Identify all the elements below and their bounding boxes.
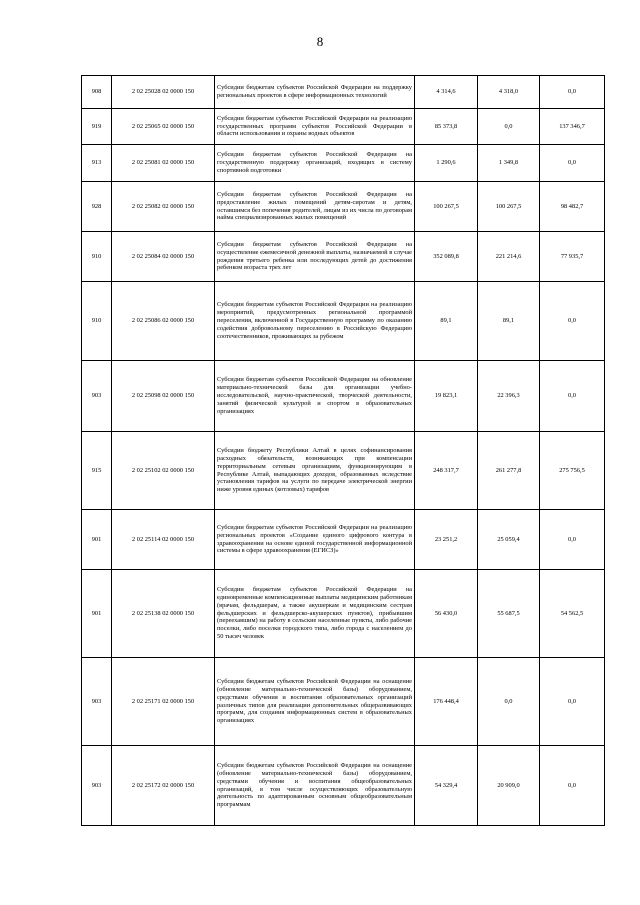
revenue-name-cell: Субсидии бюджетам субъектов Российской Федерации на предоставление жилых помещений детям-сиротам и детям, оставшимся без попечения родителей, лицам из их числа по договорам найма специализированных жилых помещений — [215, 182, 415, 232]
revenue-name-cell: Субсидии бюджетам субъектов Российской Федерации на обновление материально-технической базы для организации учебно-исследовательской, научно-практической, творческой деятельности, занятий физической культурой и спортом в образовательных организациях — [215, 361, 415, 432]
amount-year-1-cell: 100 267,5 — [415, 182, 478, 232]
table-row — [82, 109, 605, 145]
budget-code-cell: 2 02 25098 02 0000 150 — [112, 361, 215, 432]
budget-code-cell: 2 02 25065 02 0000 150 — [112, 109, 215, 145]
amount-year-1-cell: 89,1 — [415, 282, 478, 361]
budget-code-cell: 2 02 25172 02 0000 150 — [112, 746, 215, 826]
admin-code-cell: 903 — [82, 658, 112, 746]
table-row — [82, 570, 605, 658]
revenue-name-cell: Субсидии бюджетам субъектов Российской Федерации на реализацию мероприятий, предусмотренных региональной программой переселения, включенной в Государственную программу по оказанию содействия добровольному переселению в Российскую Федерацию соотечественников, проживающих за рубежом — [215, 282, 415, 361]
amount-year-2-cell: 0,0 — [478, 109, 540, 145]
revenue-name-cell: Субсидии бюджетам субъектов Российской Федерации на оснащение (обновление материально-технической базы) оборудованием, средствами обучения и воспитания общеобразовательных организаций, в том числе осуществляющих образовательную деятельность по адаптированным основным общеобразовательным программам — [215, 746, 415, 826]
budget-code-cell: 2 02 25084 02 0000 150 — [112, 232, 215, 282]
admin-code-cell: 908 — [82, 76, 112, 109]
table-row — [82, 76, 605, 109]
amount-year-3-cell: 0,0 — [540, 361, 605, 432]
amount-year-3-cell: 275 756,5 — [540, 432, 605, 510]
admin-code-cell: 910 — [82, 232, 112, 282]
table-row — [82, 746, 605, 826]
table-row — [82, 361, 605, 432]
amount-year-3-cell: 98 482,7 — [540, 182, 605, 232]
page-number: 8 — [316, 34, 324, 49]
budget-code-cell: 2 02 25114 02 0000 150 — [112, 510, 215, 570]
amount-year-2-cell: 1 349,8 — [478, 145, 540, 182]
revenue-name-cell: Субсидии бюджетам субъектов Российской Федерации на реализацию государственных программ субъектов Российской Федерации в области использования и охраны водных объектов — [215, 109, 415, 145]
table-row — [82, 232, 605, 282]
amount-year-2-cell: 89,1 — [478, 282, 540, 361]
admin-code-cell: 901 — [82, 510, 112, 570]
amount-year-2-cell: 25 059,4 — [478, 510, 540, 570]
revenue-name-cell: Субсидии бюджетам субъектов Российской Федерации на реализацию региональных проектов «Создание единого цифрового контура в здравоохранении на основе единой государственной информационной системы в сфере здравоохранения (ЕГИСЗ)» — [215, 510, 415, 570]
amount-year-1-cell: 85 373,8 — [415, 109, 478, 145]
amount-year-1-cell: 248 317,7 — [415, 432, 478, 510]
budget-code-cell: 2 02 25082 02 0000 150 — [112, 182, 215, 232]
amount-year-1-cell: 54 329,4 — [415, 746, 478, 826]
amount-year-3-cell: 137 346,7 — [540, 109, 605, 145]
budget-code-cell: 2 02 25086 02 0000 150 — [112, 282, 215, 361]
table-row — [82, 182, 605, 232]
amount-year-1-cell: 176 448,4 — [415, 658, 478, 746]
amount-year-3-cell: 54 562,5 — [540, 570, 605, 658]
amount-year-2-cell: 4 318,0 — [478, 76, 540, 109]
admin-code-cell: 919 — [82, 109, 112, 145]
amount-year-2-cell: 221 214,6 — [478, 232, 540, 282]
budget-code-cell: 2 02 25081 02 0000 150 — [112, 145, 215, 182]
amount-year-3-cell: 77 935,7 — [540, 232, 605, 282]
amount-year-1-cell: 23 251,2 — [415, 510, 478, 570]
admin-code-cell: 903 — [82, 361, 112, 432]
amount-year-2-cell: 0,0 — [478, 658, 540, 746]
revenue-name-cell: Субсидии бюджетам субъектов Российской Федерации на осуществление ежемесячной денежной выплаты, назначаемой в случае рождения третьего ребенка или последующих детей до достижения ребенком возраста трех лет — [215, 232, 415, 282]
budget-code-cell: 2 02 25171 02 0000 150 — [112, 658, 215, 746]
admin-code-cell: 915 — [82, 432, 112, 510]
table-row — [82, 432, 605, 510]
table-row — [82, 145, 605, 182]
revenue-name-cell: Субсидии бюджетам субъектов Российской Федерации на единовременные компенсационные выплаты медицинским работникам (врачам, фельдшерам, а также акушеркам и медицинским сестрам фельдшерских и фельдшерско-акушерских пунктов), прибывшим (переехавшим) на работу в сельские населенные пункты, либо рабочие поселки, либо поселки городского типа, либо города с населением до 50 тысяч человек — [215, 570, 415, 658]
amount-year-1-cell: 1 290,6 — [415, 145, 478, 182]
revenue-name-cell: Субсидии бюджетам субъектов Российской Федерации на оснащение (обновление материально-технической базы) оборудованием, средствами обучения и воспитания образовательных организаций различных типов для реализации дополнительных общеразвивающих программ, для создания информационных систем в образовательных организациях — [215, 658, 415, 746]
table-row — [82, 658, 605, 746]
amount-year-1-cell: 352 089,8 — [415, 232, 478, 282]
amount-year-2-cell: 55 687,5 — [478, 570, 540, 658]
admin-code-cell: 910 — [82, 282, 112, 361]
amount-year-2-cell: 22 396,3 — [478, 361, 540, 432]
amount-year-2-cell: 100 267,5 — [478, 182, 540, 232]
amount-year-3-cell: 0,0 — [540, 145, 605, 182]
table-body — [82, 76, 605, 826]
table-row — [82, 510, 605, 570]
amount-year-1-cell: 19 823,1 — [415, 361, 478, 432]
amount-year-2-cell: 261 277,8 — [478, 432, 540, 510]
amount-year-2-cell: 20 909,0 — [478, 746, 540, 826]
budget-code-cell: 2 02 25138 02 0000 150 — [112, 570, 215, 658]
budget-revenue-table — [81, 75, 605, 826]
amount-year-3-cell: 0,0 — [540, 746, 605, 826]
amount-year-3-cell: 0,0 — [540, 76, 605, 109]
admin-code-cell: 901 — [82, 570, 112, 658]
revenue-name-cell: Субсидии бюджету Республики Алтай в целях софинансирования расходных обязательств, возникающих при компенсации территориальным сетевым организациям, функционирующим в Республике Алтай, выпадающих доходов, образованных вследствие установления тарифов на услуги по передаче электрической энергии ниже уровня единых (котловых) тарифов — [215, 432, 415, 510]
budget-code-cell: 2 02 25102 02 0000 150 — [112, 432, 215, 510]
table-row — [82, 282, 605, 361]
revenue-name-cell: Субсидии бюджетам субъектов Российской Федерации на поддержку региональных проектов в сфере информационных технологий — [215, 76, 415, 109]
amount-year-3-cell: 0,0 — [540, 282, 605, 361]
revenue-name-cell: Субсидии бюджетам субъектов Российской Федерации на государственную поддержку организаций, входящих в систему спортивной подготовки — [215, 145, 415, 182]
admin-code-cell: 903 — [82, 746, 112, 826]
amount-year-1-cell: 4 314,6 — [415, 76, 478, 109]
admin-code-cell: 913 — [82, 145, 112, 182]
budget-code-cell: 2 02 25028 02 0000 150 — [112, 76, 215, 109]
admin-code-cell: 928 — [82, 182, 112, 232]
amount-year-1-cell: 56 430,0 — [415, 570, 478, 658]
amount-year-3-cell: 0,0 — [540, 510, 605, 570]
amount-year-3-cell: 0,0 — [540, 658, 605, 746]
